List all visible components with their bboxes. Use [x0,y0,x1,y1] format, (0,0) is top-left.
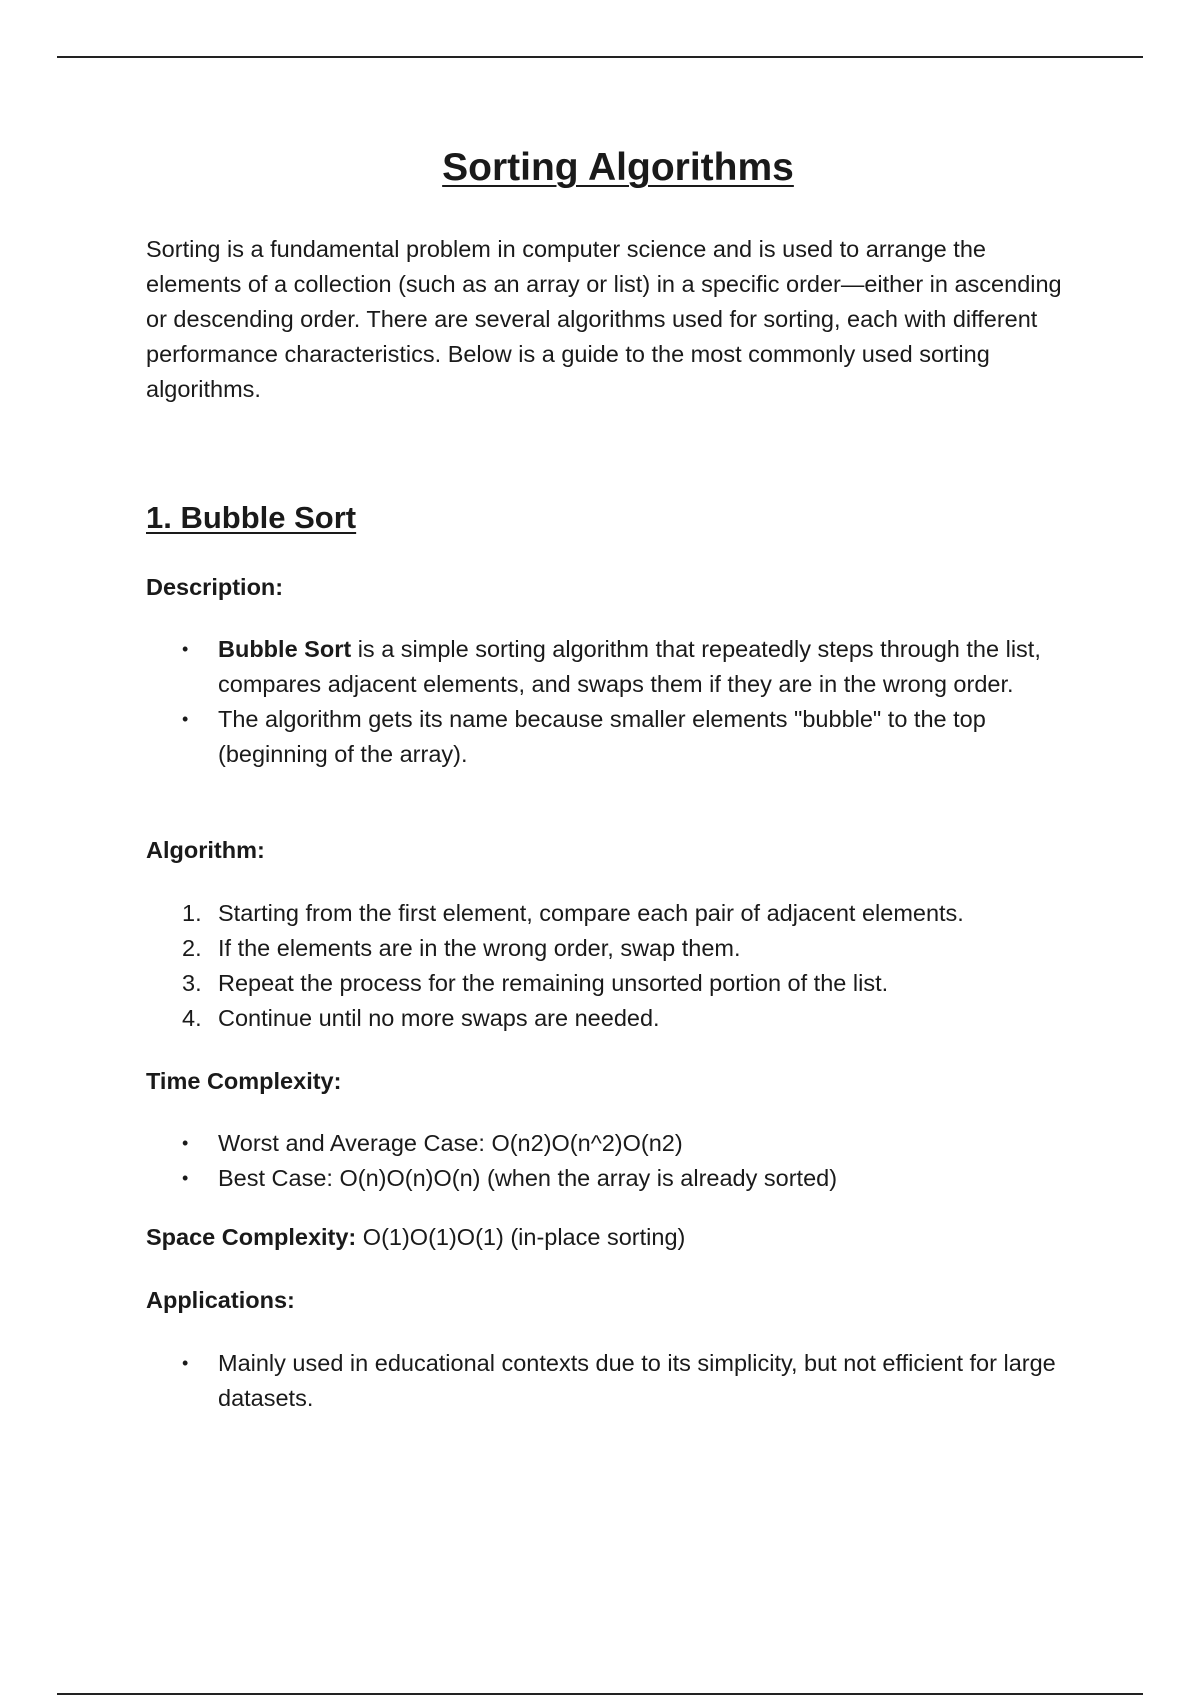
algorithm-steps [146,896,1086,1036]
list-item [146,896,1086,931]
step-number: 4. [182,1005,202,1031]
step-text: Continue until no more swaps are needed. [218,1005,660,1031]
list-item [146,702,1086,772]
list-item: • Mainly used in educational contexts due to its simplicity, but not efficient for large datasets. [146,1346,1086,1416]
step-number: 1. [182,900,202,926]
list-item: • Best Case: O(n)O(n)O(n) (when the array is already sorted) [146,1161,1086,1196]
applications-label: Applications: [146,1287,295,1313]
top-divider [57,56,1143,58]
intro-paragraph [146,232,1086,407]
list-item [146,966,1086,1001]
space-complexity [146,1220,685,1255]
time-complexity-label: Time Complexity: [146,1068,342,1094]
description-list [146,632,1086,772]
space-complexity-label: Space Complexity: [146,1224,357,1250]
time-complexity-list [146,1126,1086,1196]
space-complexity-value: O(1)O(1)O(1) (in-place sorting) [356,1224,686,1250]
description-label: Description: [146,574,284,600]
list-item [146,931,1086,966]
page-title: Sorting Algorithms [442,146,794,189]
intro-text: Sorting is a fundamental problem in computer science and is used to arrange the elements of a collection (such as an array or list) in a specific order—either in ascending or descending order. There are several algorithms used for sorting, each with different performance characteristics. Below is a guide to the most commonly used sorting algorithms. [146,236,1062,402]
description-item-text: is a simple sorting algorithm that repeatedly steps through the list, compares adjacent elements, and swaps them if they are in the wrong order. [218,636,1041,697]
step-text: Starting from the first element, compare each pair of adjacent elements. [218,900,964,926]
list-item [146,1001,1086,1036]
step-text: Repeat the process for the remaining unsorted portion of the list. [218,970,889,996]
step-number: 2. [182,935,202,961]
applications-list [146,1346,1086,1416]
list-item [146,632,1086,702]
description-item-bold: Bubble Sort [218,636,352,662]
section-title: 1. Bubble Sort [146,500,357,535]
list-item: • Worst and Average Case: O(n2)O(n^2)O(n2) [146,1126,1086,1161]
step-text: If the elements are in the wrong order, swap them. [218,935,741,961]
step-number: 3. [182,970,202,996]
description-item-text: The algorithm gets its name because smaller elements "bubble" to the top (beginning of the array). [218,706,986,767]
algorithm-label: Algorithm: [146,837,265,863]
bottom-divider [57,1693,1143,1695]
